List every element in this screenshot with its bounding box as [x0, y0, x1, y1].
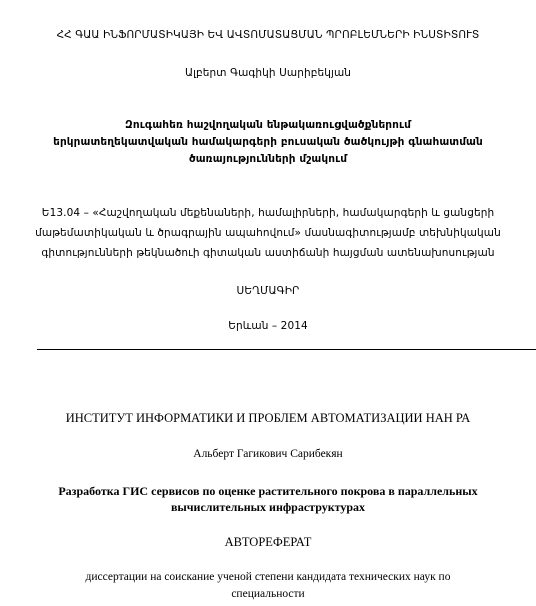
armenian-spec-line: Ե13.04 – «Հաշվողական մեքենաների, համալիրների, համակարգերի և ցանցերի — [41, 207, 495, 219]
armenian-place-year: Երևան – 2014 — [228, 320, 308, 332]
armenian-title-line: երկրատեղեկատվական համակարգերի բուսական ծածկույթի գնահատման — [53, 136, 483, 148]
armenian-spec-line: մաթեմատիկական և ծրագրային ապահովում» մասնագիտությամբ տեխնիկական — [35, 227, 501, 239]
armenian-title-line: Զուգահեռ հաշվողական ենթակառուցվածքներում — [125, 119, 411, 131]
armenian-doc-type: ՍԵՂՄԱԳԻՐ — [236, 285, 300, 297]
russian-title-line: Разработка ГИС сервисов по оценке растительного покрова в параллельных — [58, 484, 478, 498]
russian-spec-line: специальности — [231, 588, 305, 600]
russian-author: Альберт Гагикович Сарибекян — [193, 448, 343, 460]
russian-institute: ИНСТИТУТ ИНФОРМАТИКИ И ПРОБЛЕМ АВТОМАТИЗАЦИИ НАН РА — [65, 411, 471, 425]
armenian-institute: ՀՀ ԳԱԱ ԻՆՖՈՐՄԱՏԻԿԱՅԻ ԵՎ ԱՎՏՈՄԱՏԱՑՄԱՆ ՊՐՈԲԼԵՄՆԵՐԻ ԻՆՍՏԻՏՈՒՏ — [56, 29, 480, 41]
section-divider — [37, 349, 536, 350]
russian-spec-line: диссертации на соискание ученой степени кандидата технических наук по — [85, 571, 451, 583]
armenian-title-line: ծառայությունների մշակում — [188, 153, 348, 165]
armenian-spec-line: գիտությունների թեկնածուի գիտական աստիճանի հայցման ատենախոսության — [41, 247, 495, 259]
armenian-author: Ալբերտ Գագիկի Սարիբեկյան — [184, 67, 352, 79]
russian-title-line: вычислительных инфраструктурах — [170, 500, 366, 514]
russian-doc-type: АВТОРЕФЕРАТ — [224, 535, 312, 549]
